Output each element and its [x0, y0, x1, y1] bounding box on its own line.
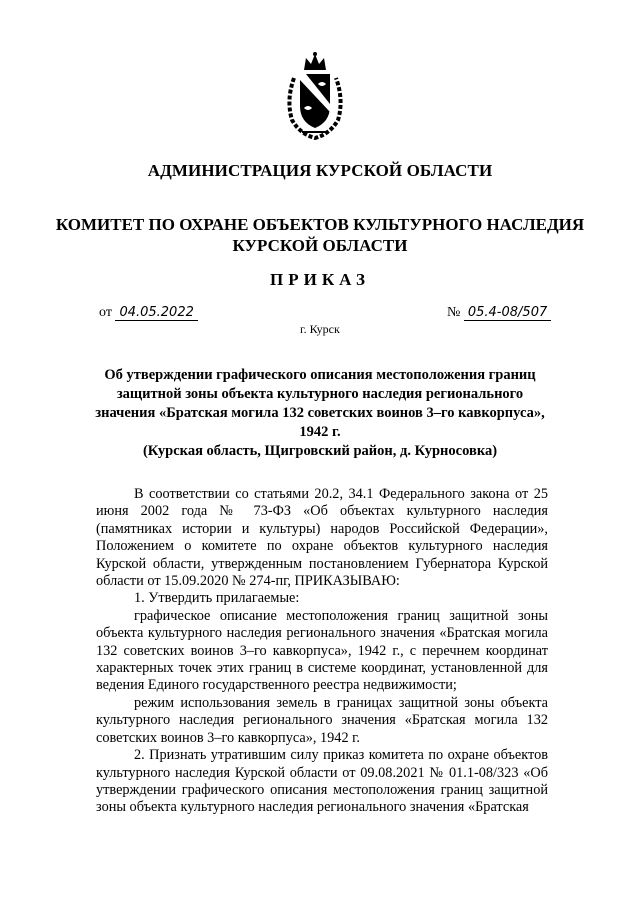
- body-paragraph-graphic-description: графическое описание местоположения границ защитной зоны объекта культурного наследия регионального значения «Братская могила 132 советских воинов 3–го кавкорпуса», 1942 г., с перечнем координат характерных точек этих границ в системе координат, установленной для ведения Единого государственного реестра недвижимости;: [96, 607, 548, 694]
- order-subject: [94, 366, 546, 461]
- date-value: 04.05.2022: [115, 305, 197, 321]
- number-prefix: №: [447, 305, 461, 320]
- body-paragraph-preamble: В соответствии со статьями 20.2, 34.1 Федерального закона от 25 июня 2002 года № 73-ФЗ «Об объектах культурного наследия (памятниках истории и культуры) народов Российской Федерации», Положением о комитете по охране объектов культурного наследия Курской области, утвержденным постановлением Губернатора Курской области от 15.09.2020 № 274-пг, ПРИКАЗЫВАЮ:: [96, 486, 548, 590]
- number-value: 05.4-08/507: [464, 305, 551, 321]
- date-prefix: от: [99, 305, 112, 320]
- order-date: [99, 305, 198, 321]
- document-type-heading: ПРИКАЗ: [270, 270, 370, 289]
- subject-line1: Об утверждении графического описания местоположения границ: [104, 367, 536, 383]
- body-paragraph-item2: 2. Признать утратившим силу приказ комитета по охране объектов культурного наследия Курской области от 09.08.2021 № 01.1-08/323 «Об утверждении графического описания местоположения границ защитной зоны объекта культурного наследия регионального значения «Братская: [96, 747, 548, 816]
- issue-city: г. Курск: [300, 322, 340, 336]
- order-body: [96, 486, 548, 817]
- agency-title: АДМИНИСТРАЦИЯ КУРСКОЙ ОБЛАСТИ: [147, 161, 493, 180]
- subject-line3: значения «Братская могила 132 советских воинов 3–го кавкорпуса»,: [95, 405, 545, 421]
- subject-line5: (Курская область, Щигровский район, д. Курносовка): [142, 443, 498, 459]
- committee-title-line1: КОМИТЕТ ПО ОХРАНЕ ОБЪЕКТОВ КУЛЬТУРНОГО НАСЛЕДИЯ: [55, 215, 585, 234]
- committee-title: [0, 214, 640, 256]
- subject-line2: защитной зоны объекта культурного наследия регионального: [116, 386, 524, 402]
- body-paragraph-item1: 1. Утвердить прилагаемые:: [134, 590, 300, 607]
- committee-title-line2: КУРСКОЙ ОБЛАСТИ: [232, 236, 408, 255]
- body-paragraph-land-use-regime: режим использования земель в границах защитной зоны объекта культурного наследия регионального значения «Братская могила 132 советских воинов 3–го кавкорпуса», 1942 г.: [96, 694, 548, 746]
- subject-line4: 1942 г.: [299, 424, 341, 440]
- order-number: [447, 305, 551, 321]
- kursk-coat-of-arms-icon: [282, 50, 348, 140]
